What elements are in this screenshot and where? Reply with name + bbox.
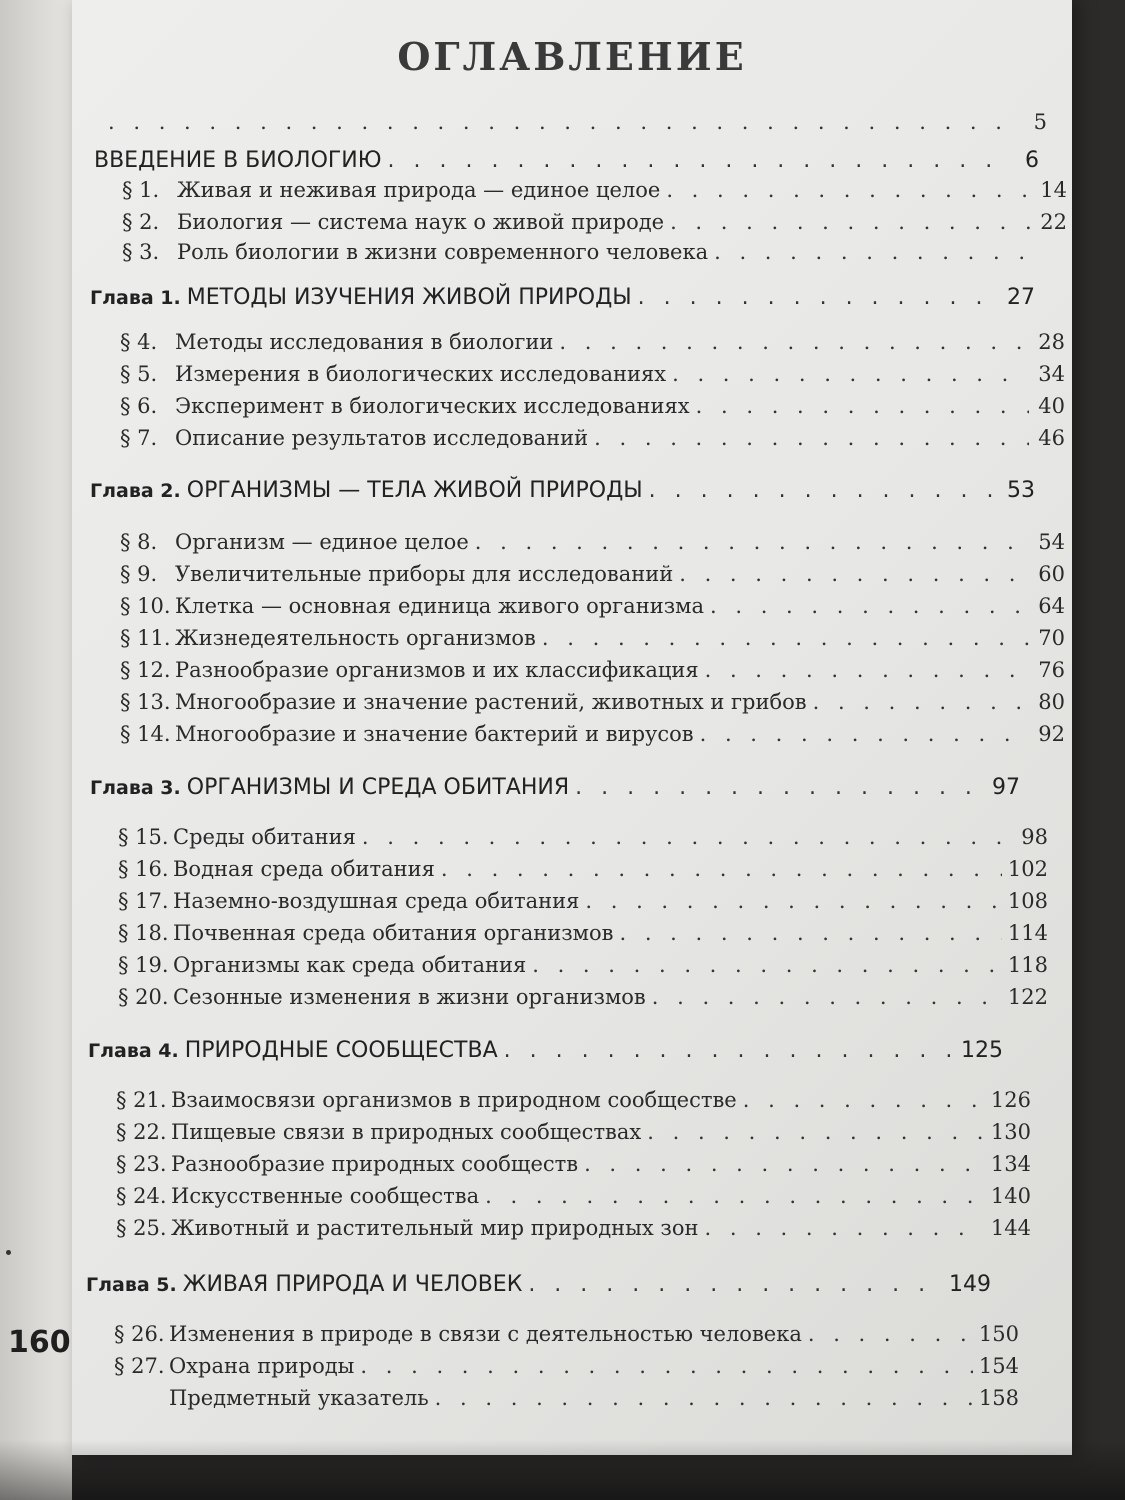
dot-leader — [647, 1120, 985, 1144]
toc-chapter — [90, 478, 1035, 503]
page-ref: 80 — [1038, 690, 1065, 714]
entry-title: Увеличительные приборы для исследований — [175, 562, 674, 586]
entry-title: Описание результатов исследований — [175, 426, 589, 450]
page-ref: 46 — [1038, 426, 1065, 450]
bottom-shadow — [0, 1440, 1125, 1500]
dot-leader — [714, 240, 1031, 264]
toc-entry — [118, 889, 1048, 913]
toc-entry — [116, 1184, 1031, 1208]
toc-entry — [122, 178, 1067, 202]
entry-title: ЖИВАЯ ПРИРОДА И ЧЕЛОВЕК — [182, 1272, 523, 1297]
entry-title: Охрана природы — [169, 1354, 355, 1378]
toc-entry — [120, 530, 1065, 554]
dot-leader — [705, 1216, 985, 1240]
entry-title: Животный и растительный мир природных зон — [171, 1216, 699, 1240]
dot-leader — [638, 285, 999, 310]
dot-leader — [710, 594, 1029, 618]
section-number: § 1. — [122, 178, 160, 202]
section-number: § 10. — [120, 594, 171, 618]
dot-leader — [360, 1354, 973, 1378]
chapter-label: Глава 2. — [90, 480, 181, 502]
section-number: § 15. — [118, 825, 169, 849]
dot-leader — [696, 394, 1029, 418]
entry-title: Сезонные изменения в жизни организмов — [173, 985, 646, 1009]
section-number: § 14. — [120, 722, 171, 746]
toc-entry — [116, 1216, 1031, 1240]
entry-title: Почвенная среда обитания организмов — [173, 921, 614, 945]
page-ref: 122 — [1007, 985, 1048, 1009]
toc-entry — [114, 1354, 1019, 1378]
section-number: § 8. — [120, 530, 158, 554]
page-ref: 53 — [1007, 478, 1035, 503]
toc-entry — [118, 985, 1048, 1009]
entry-title: Организм — единое целое — [175, 530, 469, 554]
entry-title: Роль биологии в жизни современного человека — [177, 240, 709, 264]
section-number: § 4. — [120, 330, 158, 354]
entry-title: ВВЕДЕНИЕ В БИОЛОГИЮ — [94, 148, 382, 173]
toc-entry — [122, 210, 1067, 234]
dot-leader — [475, 530, 1029, 554]
toc-entry — [120, 362, 1065, 386]
toc-entry — [120, 562, 1065, 586]
entry-title: ОРГАНИЗМЫ — ТЕЛА ЖИВОЙ ПРИРОДЫ — [186, 478, 643, 503]
dot-leader — [652, 985, 1002, 1009]
page-ref: 76 — [1038, 658, 1065, 682]
entry-title: Многообразие и значение растений, животных и грибов — [175, 690, 807, 714]
section-number: § 3. — [122, 240, 160, 264]
page-ref: 98 — [1021, 825, 1048, 849]
page-ref: 118 — [1007, 953, 1048, 977]
dot-leader — [584, 1152, 985, 1176]
section-number: § 27. — [114, 1354, 165, 1378]
dot-leader — [108, 110, 1011, 134]
section-number: § 20. — [118, 985, 169, 1009]
section-number: § 2. — [122, 210, 160, 234]
toc-chapter — [90, 285, 1035, 310]
section-number: § 5. — [120, 362, 158, 386]
entry-title: Многообразие и значение бактерий и вирусов — [175, 722, 694, 746]
toc-chapter — [88, 1038, 1003, 1063]
toc-entry — [116, 1152, 1031, 1176]
dot-leader — [441, 857, 1002, 881]
page-ref: 22 — [1040, 210, 1067, 234]
section-number: § 18. — [118, 921, 169, 945]
page-ref: 140 — [990, 1184, 1031, 1208]
entry-title: Биология — система наук о живой природе — [177, 210, 665, 234]
page-ref: 27 — [1007, 285, 1035, 310]
entry-title: Взаимосвязи организмов в природном сообществе — [171, 1088, 737, 1112]
dot-leader — [585, 889, 1002, 913]
toc-entry — [102, 110, 1047, 134]
section-number: § 25. — [116, 1216, 167, 1240]
entry-title: Жизнедеятельность организмов — [175, 626, 536, 650]
entry-title: Водная среда обитания — [173, 857, 435, 881]
toc-entry — [120, 594, 1065, 618]
page-ref: 126 — [990, 1088, 1031, 1112]
entry-title: Методы исследования в биологии — [175, 330, 554, 354]
dot-leader — [700, 722, 1029, 746]
dot-leader — [532, 953, 1002, 977]
toc-entry — [120, 426, 1065, 450]
section-number: § 22. — [116, 1120, 167, 1144]
page-ref: 108 — [1007, 889, 1048, 913]
page-ref: 92 — [1038, 722, 1065, 746]
page-ref: 134 — [990, 1152, 1031, 1176]
page-ref: 40 — [1038, 394, 1065, 418]
section-number: § 6. — [120, 394, 158, 418]
dot-leader — [666, 178, 1031, 202]
chapter-label: Глава 4. — [88, 1040, 179, 1062]
toc-chapter — [86, 1272, 991, 1297]
dot-leader — [435, 1386, 973, 1410]
toc-entry — [116, 1120, 1031, 1144]
toc-entry — [118, 921, 1048, 945]
margin-dot — [6, 1250, 11, 1255]
entry-title: Разнообразие организмов и их классификация — [175, 658, 699, 682]
page-ref: 130 — [990, 1120, 1031, 1144]
dot-leader — [559, 330, 1029, 354]
left-margin — [0, 0, 72, 1500]
dot-leader — [743, 1088, 985, 1112]
dot-leader — [485, 1184, 985, 1208]
dot-leader — [705, 658, 1029, 682]
dot-leader — [813, 690, 1029, 714]
toc-entry — [118, 825, 1048, 849]
page-ref: 14 — [1040, 178, 1067, 202]
page-ref: 64 — [1038, 594, 1065, 618]
toc-entry — [120, 626, 1065, 650]
page-ref: 154 — [978, 1354, 1019, 1378]
entry-title: Пищевые связи в природных сообществах — [171, 1120, 642, 1144]
dot-leader — [542, 626, 1029, 650]
page-ref: 102 — [1007, 857, 1048, 881]
page-ref: 60 — [1038, 562, 1065, 586]
entry-title: Клетка — основная единица живого организма — [175, 594, 704, 618]
dot-leader — [528, 1272, 943, 1297]
toc-entry — [114, 1322, 1019, 1346]
entry-title: Изменения в природе в связи с деятельностью человека — [169, 1322, 802, 1346]
section-number: § 19. — [118, 953, 169, 977]
chapter-label: Глава 3. — [90, 777, 181, 799]
section-number: § 13. — [120, 690, 171, 714]
dot-leader — [808, 1322, 973, 1346]
entry-title: Предметный указатель — [169, 1386, 429, 1410]
section-number: § 9. — [120, 562, 158, 586]
toc-entry — [122, 240, 1067, 264]
section-number: § 21. — [116, 1088, 167, 1112]
chapter-label: Глава 5. — [86, 1274, 177, 1296]
entry-title: Эксперимент в биологических исследованиях — [175, 394, 690, 418]
entry-title: ОРГАНИЗМЫ И СРЕДА ОБИТАНИЯ — [186, 775, 570, 800]
toc-entry — [114, 1386, 1019, 1410]
page-number: 160 — [8, 1325, 71, 1360]
chapter-label: Глава 1. — [90, 287, 181, 309]
toc-entry — [118, 857, 1048, 881]
entry-title: МЕТОДЫ ИЗУЧЕНИЯ ЖИВОЙ ПРИРОДЫ — [186, 285, 632, 310]
toc-entry — [120, 722, 1065, 746]
page-ref: 158 — [978, 1386, 1019, 1410]
entry-title: Наземно-воздушная среда обитания — [173, 889, 580, 913]
toc-entry — [120, 394, 1065, 418]
page-ref: 70 — [1038, 626, 1065, 650]
entry-title: Среды обитания — [173, 825, 356, 849]
dot-leader — [504, 1038, 955, 1063]
section-number: § 16. — [118, 857, 169, 881]
toc-entry — [120, 690, 1065, 714]
toc-entry — [120, 658, 1065, 682]
page-ref: 149 — [949, 1272, 991, 1297]
page-ref: 97 — [992, 775, 1020, 800]
dot-leader — [649, 478, 999, 503]
toc-entry — [120, 330, 1065, 354]
entry-title: Живая и неживая природа — единое целое — [177, 178, 661, 202]
page-ref: 150 — [978, 1322, 1019, 1346]
page-ref: 125 — [961, 1038, 1003, 1063]
toc-entry — [116, 1088, 1031, 1112]
entry-title: ПРИРОДНЫЕ СООБЩЕСТВА — [184, 1038, 498, 1063]
section-number: § 11. — [120, 626, 171, 650]
page-ref: 28 — [1038, 330, 1065, 354]
toc-chapter — [94, 148, 1039, 173]
toc-page — [72, 0, 1072, 1455]
dot-leader — [679, 562, 1029, 586]
entry-title: Измерения в биологических исследованиях — [175, 362, 667, 386]
page-ref: 6 — [1025, 148, 1039, 173]
entry-title: Разнообразие природных сообществ — [171, 1152, 579, 1176]
entry-title: Искусственные сообщества — [171, 1184, 480, 1208]
dot-leader — [594, 426, 1029, 450]
page-ref: 5 — [1033, 110, 1047, 134]
section-number: § 17. — [118, 889, 169, 913]
section-number: § 23. — [116, 1152, 167, 1176]
toc-entry — [118, 953, 1048, 977]
dot-leader — [619, 921, 1001, 945]
dot-leader — [575, 775, 984, 800]
section-number: § 12. — [120, 658, 171, 682]
entry-title: Организмы как среда обитания — [173, 953, 527, 977]
page-ref: 144 — [990, 1216, 1031, 1240]
page-ref: 54 — [1038, 530, 1065, 554]
page-ref: 34 — [1038, 362, 1065, 386]
page-title: ОГЛАВЛЕНИЕ — [397, 34, 747, 79]
dot-leader — [670, 210, 1031, 234]
dot-leader — [388, 148, 1003, 173]
section-number: § 7. — [120, 426, 158, 450]
section-number: § 26. — [114, 1322, 165, 1346]
dot-leader — [672, 362, 1029, 386]
dot-leader — [362, 825, 1012, 849]
page-ref: 114 — [1007, 921, 1048, 945]
section-number: § 24. — [116, 1184, 167, 1208]
toc-chapter — [90, 775, 1020, 800]
